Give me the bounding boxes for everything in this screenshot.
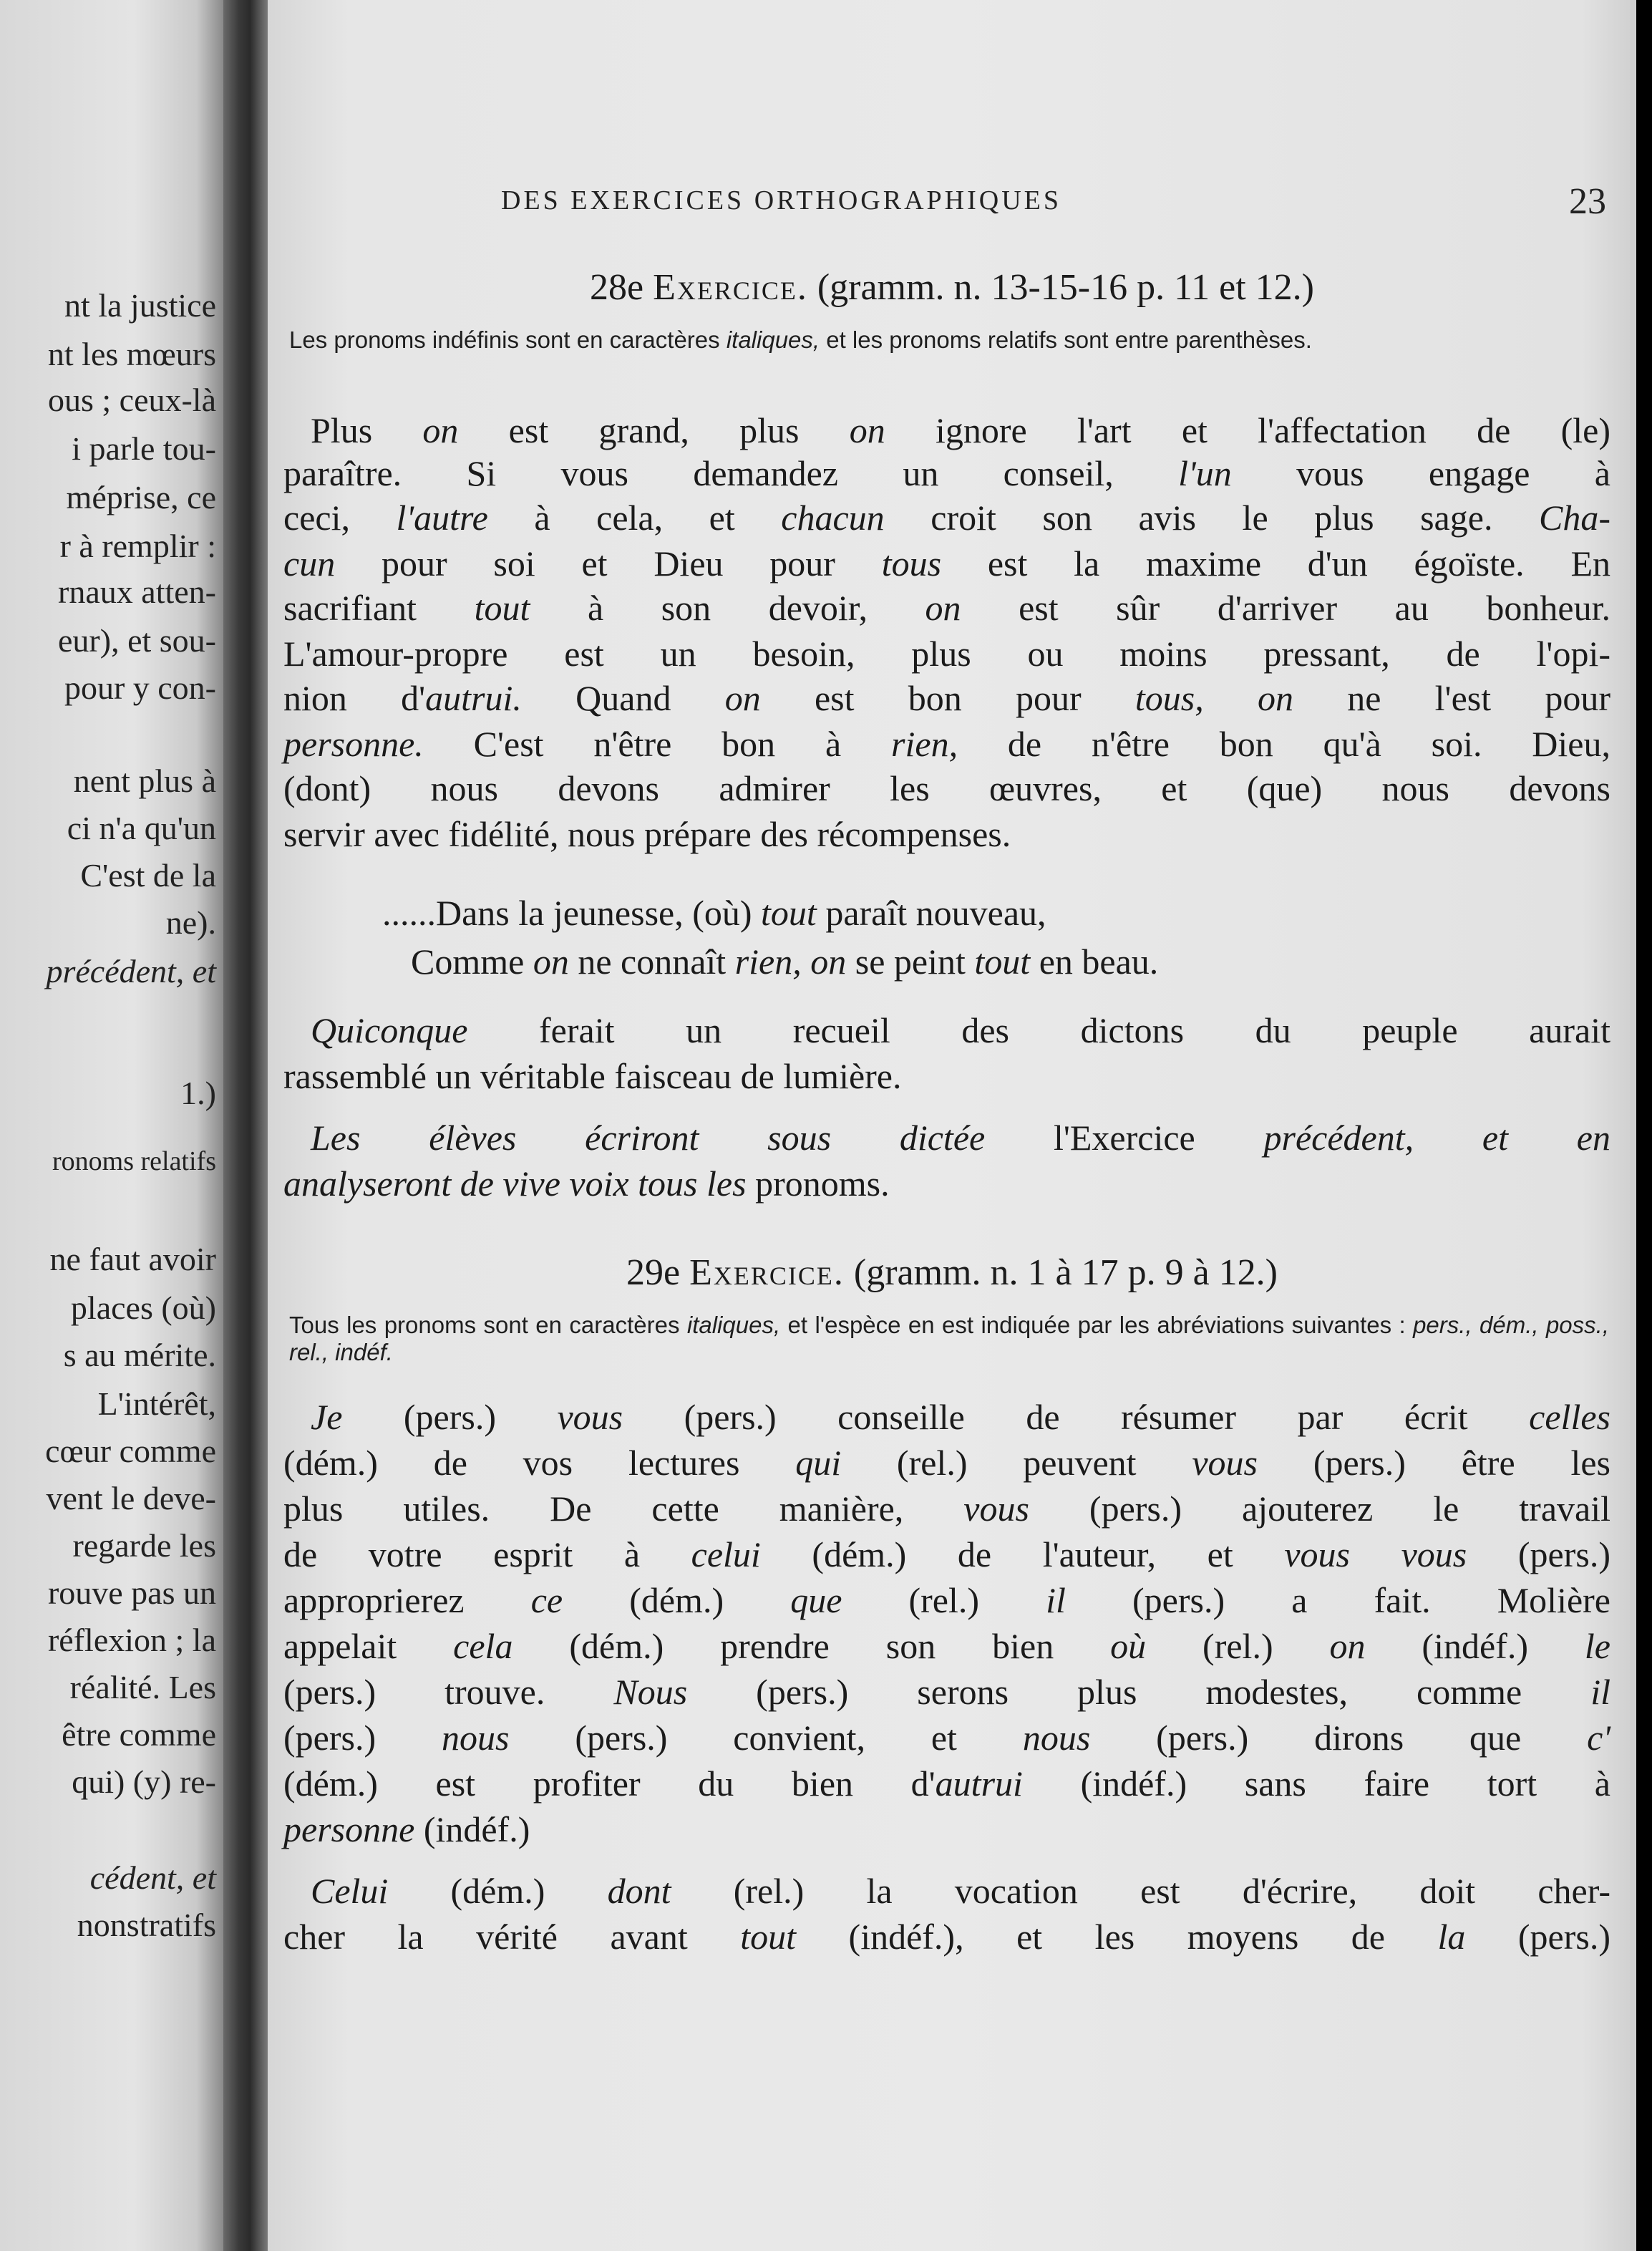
left-page-line: 1.) — [180, 1075, 216, 1111]
left-page-line: nonstratifs — [77, 1907, 216, 1943]
text-line: (dém.) est profiter du bien d'autrui (indéf.) sans faire tort à — [283, 1763, 1610, 1804]
text-line: sacrifiant tout à son devoir, on est sûr d'arriver au bonheur. — [283, 588, 1610, 628]
right-page — [268, 0, 1636, 2251]
text-line: appelait cela (dém.) prendre son bien où (rel.) on (indéf.) le — [283, 1626, 1610, 1666]
text-line: L'amour-propre est un besoin, plus ou moins pressant, de l'opi- — [283, 634, 1610, 674]
text-line: cun pour soi et Dieu pour tous est la maxime d'un égoïste. En — [283, 543, 1610, 584]
left-page-line: réflexion ; la — [47, 1622, 216, 1658]
left-page-line: cédent, et — [89, 1859, 216, 1896]
text-line: Quiconque ferait un recueil des dictons du peuple aurait — [311, 1010, 1610, 1050]
text-line: ceci, l'autre à cela, et chacun croit son avis le plus sage. Cha- — [283, 498, 1610, 538]
left-page-line: méprise, ce — [66, 479, 216, 515]
left-page-line: regarde les — [72, 1527, 216, 1564]
text-line: Je (pers.) vous (pers.) conseille de résumer par écrit celles — [311, 1397, 1610, 1437]
text-line: personne. C'est n'être bon à rien, de n'être bon qu'à soi. Dieu, — [283, 724, 1611, 764]
left-page-line: C'est de la — [80, 857, 216, 894]
page-number: 23 — [1569, 181, 1606, 222]
left-page-fragment — [0, 0, 223, 2251]
text-line: plus utiles. De cette manière, vous (pers.) ajouterez le travail — [283, 1488, 1610, 1529]
exercise-29-instructions: Tous les pronoms sont en caractères italiques, et l'espèce en est indiquée par les abréviations suivantes : pers., dém., poss., rel., indéf. — [289, 1312, 1609, 1365]
exercise-28-word: Exercice. — [653, 267, 808, 308]
exercise-28-number: 28e — [589, 267, 644, 308]
left-page-line: qui) (y) re- — [72, 1763, 216, 1800]
left-page-line: nt la justice — [64, 287, 216, 324]
running-head: DES EXERCICES ORTHOGRAPHIQUES — [501, 185, 1061, 216]
exercise-29-reference: (gramm. n. 1 à 17 p. 9 à 12.) — [853, 1252, 1278, 1293]
left-page-line: ne). — [165, 904, 216, 941]
text-line: Plus on est grand, plus on ignore l'art et l'affectation de (le) — [311, 410, 1610, 450]
left-page-line: i parle tou- — [72, 430, 216, 467]
left-page-line: rouve pas un — [47, 1574, 216, 1611]
exercise-28-reference: (gramm. n. 13-15-16 p. 11 et 12.) — [817, 267, 1314, 308]
verse-line: Comme on ne connaît rien, on se peint tout en beau. — [411, 941, 1159, 982]
left-page-line: nt les mœurs — [47, 336, 216, 372]
left-page-line: rnaux atten- — [58, 573, 216, 610]
verse-line: ......Dans la jeunesse, (où) tout paraît nouveau, — [382, 893, 1046, 933]
left-page-line: être comme — [62, 1716, 216, 1753]
text-line: Les élèves écriront sous dictée l'Exercice précédent, et en — [311, 1118, 1610, 1158]
text-line: servir avec fidélité, nous prépare des récompenses. — [283, 814, 1011, 854]
text-line: (pers.) nous (pers.) convient, et nous (pers.) dirons que c' — [283, 1718, 1610, 1758]
left-page-line: s au mérite. — [63, 1337, 216, 1373]
left-page-line: cœur comme — [45, 1433, 216, 1469]
text-line: personne (indéf.) — [283, 1809, 530, 1849]
exercise-28-title — [268, 266, 1636, 309]
left-page-line: pour y con- — [64, 669, 216, 706]
text-line: cher la vérité avant tout (indéf.), et les moyens de la (pers.) — [283, 1917, 1610, 1957]
left-page-line: places (où) — [70, 1289, 216, 1326]
text-line: (dont) nous devons admirer les œuvres, et (que) nous devons — [283, 768, 1610, 808]
text-line: de votre esprit à celui (dém.) de l'auteur, et vous vous (pers.) — [283, 1534, 1610, 1574]
left-page-line: ci n'a qu'un — [67, 810, 216, 846]
exercise-29-title — [268, 1252, 1636, 1294]
left-page-line: ronoms relatifs — [52, 1146, 216, 1176]
left-page-line: eur), et sou- — [58, 622, 216, 659]
scan-border — [1636, 0, 1652, 2251]
left-page-line: L'intérêt, — [97, 1385, 216, 1422]
text-line: nion d'autrui. Quand on est bon pour tous, on ne l'est pour — [283, 678, 1610, 718]
left-page-line: précédent, et — [46, 953, 216, 989]
text-line: analyseront de vive voix tous les pronoms. — [283, 1163, 890, 1204]
left-page-line: vent le deve- — [46, 1480, 216, 1516]
left-page-line: r à remplir : — [59, 528, 216, 564]
exercise-29-word: Exercice. — [689, 1252, 845, 1293]
left-page-line: réalité. Les — [69, 1669, 216, 1705]
text-line: approprierez ce (dém.) que (rel.) il (pers.) a fait. Molière — [283, 1580, 1610, 1620]
exercise-29-number: 29e — [626, 1252, 681, 1293]
left-page-line: ous ; ceux-là — [47, 382, 216, 418]
text-line: (dém.) de vos lectures qui (rel.) peuvent vous (pers.) être les — [283, 1443, 1610, 1483]
left-page-line: nent plus à — [73, 763, 216, 799]
book-gutter — [223, 0, 268, 2251]
left-page-line: ne faut avoir — [49, 1241, 216, 1277]
text-line: Celui (dém.) dont (rel.) la vocation est d'écrire, doit cher- — [311, 1871, 1611, 1911]
text-line: (pers.) trouve. Nous (pers.) serons plus modestes, comme il — [283, 1672, 1610, 1712]
exercise-28-instructions: Les pronoms indéfinis sont en caractères italiques, et les pronoms relatifs sont entre parenthèses. — [289, 326, 1312, 353]
text-line: rassemblé un véritable faisceau de lumière. — [283, 1056, 902, 1096]
text-line: paraître. Si vous demandez un conseil, l'un vous engage à — [283, 453, 1610, 493]
